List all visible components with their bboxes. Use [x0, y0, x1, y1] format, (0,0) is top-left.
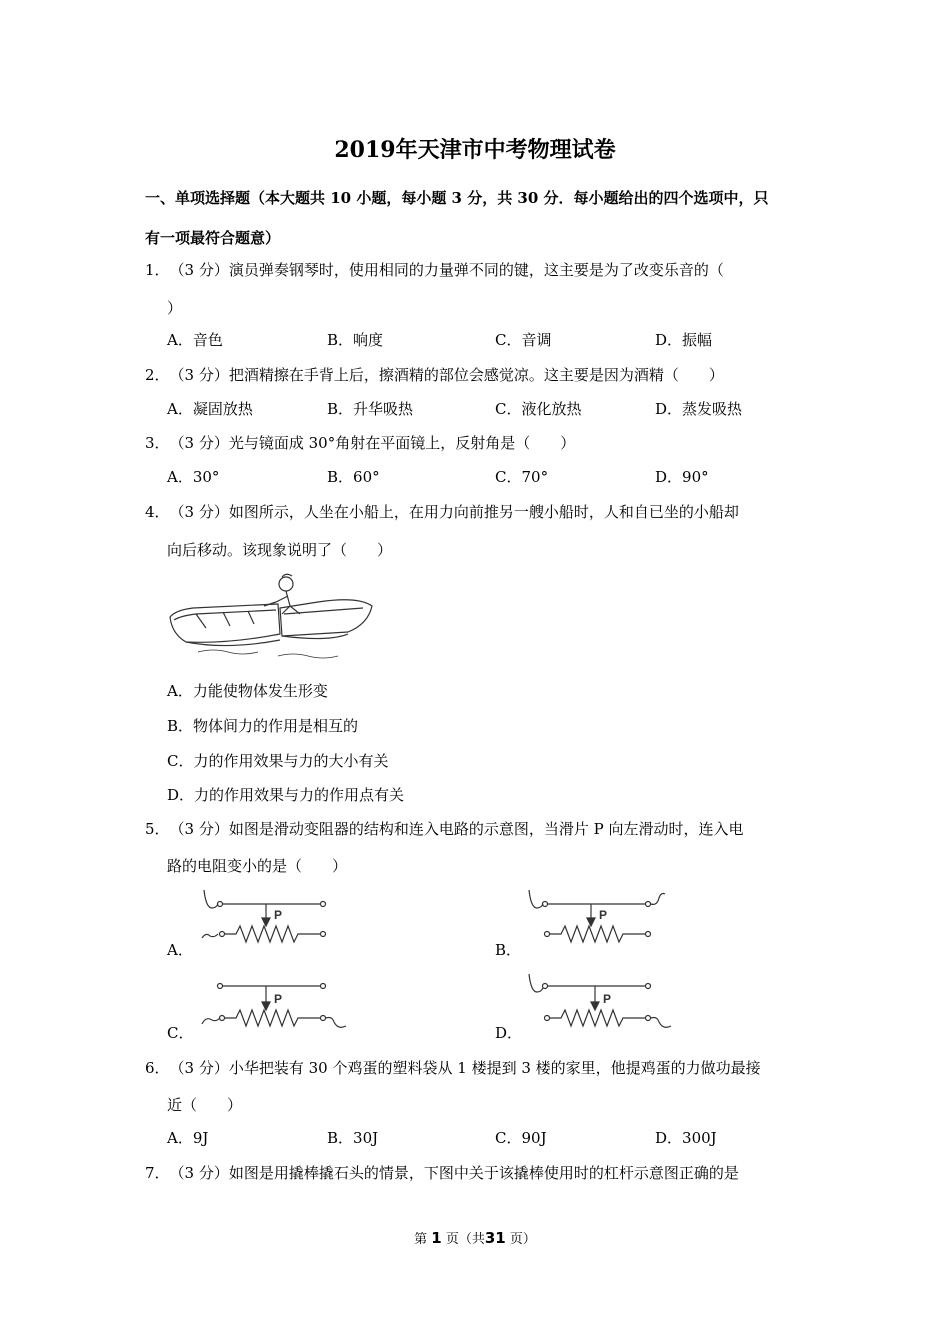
question-6-continuation: 近（ ） — [167, 1096, 243, 1114]
footer-total-pages: 31 — [484, 1229, 506, 1247]
question-4 — [145, 502, 739, 522]
question-7 — [145, 1163, 739, 1183]
question-text: （3 分）如图是用撬棒撬石头的情景，下图中关于该撬棒使用时的杠杆示意图正确的是 — [169, 1164, 739, 1182]
option-d[interactable]: D．振幅 — [655, 331, 713, 349]
option-b[interactable]: B．60° — [327, 468, 380, 486]
section-heading-line1: 一、单项选择题（本大题共 10 小题，每小题 3 分，共 30 分．每小题给出的四个选项中，只 — [145, 189, 769, 207]
option-b[interactable]: B．物体间力的作用是相互的 — [167, 717, 359, 735]
option-d[interactable]: D．力的作用效果与力的作用点有关 — [167, 786, 405, 804]
question-text: （3 分）小华把装有 30 个鸡蛋的塑料袋从 1 楼提到 3 楼的家里，他提鸡蛋的力做功最接 — [169, 1059, 761, 1077]
question-text: （3 分）如图所示，人坐在小船上，在用力向前推另一艘小船时，人和自已坐的小船却 — [169, 503, 739, 521]
option-a[interactable]: A． — [167, 941, 193, 959]
question-5 — [145, 819, 744, 839]
option-a[interactable]: A．9J — [167, 1129, 209, 1147]
footer-suffix: 页） — [509, 1232, 536, 1247]
option-c[interactable]: C． — [167, 1024, 194, 1042]
slider-label: P — [274, 908, 283, 922]
option-a[interactable]: A．30° — [167, 468, 220, 486]
question-text: （3 分）光与镜面成 30°角射在平面镜上，反射角是（ ） — [169, 434, 576, 452]
question-text: （3 分）如图是滑动变阻器的结构和连入电路的示意图，当滑片 P 向左滑动时，连入电 — [169, 820, 744, 838]
section-heading-line2: 有一项最符合题意） — [145, 229, 281, 247]
option-d[interactable]: D．90° — [655, 468, 709, 486]
rheostat-diagram-a — [200, 888, 335, 953]
question-1 — [145, 260, 724, 280]
option-b[interactable]: B．30J — [327, 1129, 379, 1147]
option-c[interactable]: C．音调 — [495, 331, 552, 349]
slider-label: P — [274, 992, 283, 1006]
option-b[interactable]: B． — [495, 941, 522, 959]
option-d[interactable]: D． — [495, 1024, 523, 1042]
option-a[interactable]: A．力能使物体发生形变 — [167, 682, 328, 700]
question-number: 4． — [145, 503, 170, 521]
question-number: 6． — [145, 1059, 170, 1077]
question-text: （3 分）把酒精擦在手背上后，擦酒精的部位会感觉凉。这主要是因为酒精（ ） — [169, 366, 724, 384]
question-number: 1． — [145, 261, 170, 279]
page-footer — [0, 1228, 950, 1247]
option-c[interactable]: C．70° — [495, 468, 549, 486]
option-b[interactable]: B．响度 — [327, 331, 384, 349]
question-text: （3 分）演员弹奏钢琴时，使用相同的力量弹不同的键，这主要是为了改变乐音的（ — [169, 261, 724, 279]
slider-label: P — [603, 992, 612, 1006]
question-6 — [145, 1058, 761, 1078]
question-2 — [145, 365, 724, 385]
slider-label: P — [599, 908, 608, 922]
option-d[interactable]: D．蒸发吸热 — [655, 400, 743, 418]
option-a[interactable]: A．音色 — [167, 331, 223, 349]
question-number: 7． — [145, 1164, 170, 1182]
question-number: 2． — [145, 366, 170, 384]
footer-prefix: 第 — [414, 1232, 428, 1247]
rheostat-diagram-c — [200, 972, 350, 1037]
option-c[interactable]: C．90J — [495, 1129, 547, 1147]
rheostat-diagram-b — [525, 888, 670, 953]
boat-illustration — [168, 572, 378, 664]
option-d[interactable]: D．300J — [655, 1129, 717, 1147]
question-1-continuation: ） — [167, 299, 183, 317]
option-a[interactable]: A．凝固放热 — [167, 400, 253, 418]
exam-title: 2019年天津市中考物理试卷 — [334, 137, 616, 163]
rheostat-diagram-d — [525, 972, 675, 1037]
question-5-continuation: 路的电阻变小的是（ ） — [167, 857, 348, 875]
question-number: 3． — [145, 434, 170, 452]
question-number: 5． — [145, 820, 170, 838]
option-c[interactable]: C．液化放热 — [495, 400, 582, 418]
question-3 — [145, 433, 575, 453]
footer-middle: 页（共 — [445, 1232, 485, 1247]
option-b[interactable]: B．升华吸热 — [327, 400, 414, 418]
question-4-continuation: 向后移动。该现象说明了（ ） — [167, 541, 393, 559]
footer-page-number: 1 — [431, 1229, 442, 1247]
option-c[interactable]: C．力的作用效果与力的大小有关 — [167, 752, 389, 770]
